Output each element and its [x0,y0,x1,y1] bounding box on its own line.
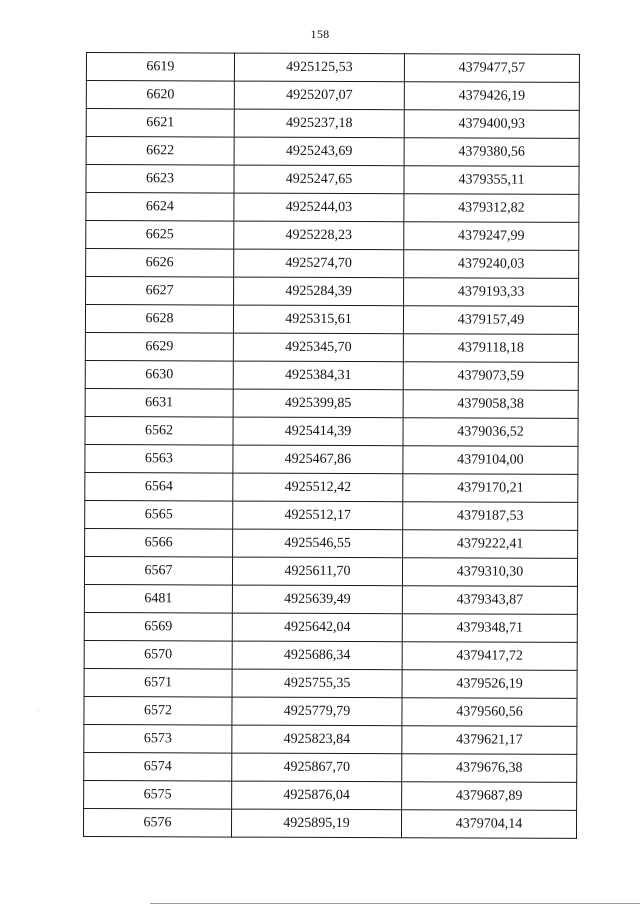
table-row [85,305,578,335]
y-coordinate-cell: 4379355,11 [404,166,579,195]
table-row [83,808,576,838]
coordinates-table [83,52,580,839]
point-number-cell: 6574 [84,752,232,781]
y-coordinate-cell: 4379560,56 [402,698,577,727]
y-coordinate-cell: 4379426,19 [404,82,579,111]
y-coordinate-cell: 4379400,93 [404,110,579,139]
x-coordinate-cell: 4925384,31 [233,361,403,390]
x-coordinate-cell: 4925315,61 [233,305,403,334]
table-row [86,277,579,307]
point-number-cell: 6563 [85,444,233,473]
y-coordinate-cell: 4379193,33 [404,278,579,307]
y-coordinate-cell: 4379343,87 [402,586,577,615]
table-row [85,416,578,446]
point-number-cell: 6572 [84,696,232,725]
point-number-cell: 6575 [84,780,232,809]
x-coordinate-cell: 4925755,35 [232,669,402,698]
y-coordinate-cell: 4379036,52 [403,418,578,447]
table-row [86,81,579,111]
x-coordinate-cell: 4925467,86 [233,445,403,474]
y-coordinate-cell: 4379240,03 [404,250,579,279]
y-coordinate-cell: 4379157,49 [403,306,578,335]
point-number-cell: 6623 [86,165,234,194]
table-row [86,221,579,251]
y-coordinate-cell: 4379247,99 [404,222,579,251]
point-number-cell: 6622 [86,137,234,166]
table-row [84,640,577,670]
y-coordinate-cell: 4379058,38 [403,390,578,419]
x-coordinate-cell: 4925686,34 [232,641,402,670]
point-number-cell: 6629 [85,332,233,361]
table-row [86,249,579,279]
x-coordinate-cell: 4925867,70 [232,753,402,782]
table-row [84,696,577,726]
point-number-cell: 6567 [84,556,232,585]
table-row [84,724,577,754]
y-coordinate-cell: 4379417,72 [402,642,577,671]
point-number-cell: 6619 [86,53,234,82]
point-number-cell: 6566 [85,528,233,557]
x-coordinate-cell: 4925823,84 [232,725,402,754]
x-coordinate-cell: 4925414,39 [233,417,403,446]
point-number-cell: 6571 [84,668,232,697]
x-coordinate-cell: 4925125,53 [234,53,404,82]
point-number-cell: 6562 [85,416,233,445]
y-coordinate-cell: 4379621,17 [402,726,577,755]
point-number-cell: 6630 [85,360,233,389]
y-coordinate-cell: 4379118,18 [403,334,578,363]
x-coordinate-cell: 4925237,18 [234,109,404,138]
table-row [85,472,578,502]
x-coordinate-cell: 4925243,69 [234,137,404,166]
y-coordinate-cell: 4379312,82 [404,194,579,223]
page-bottom-edge [150,903,640,904]
y-coordinate-cell: 4379310,30 [402,558,577,587]
y-coordinate-cell: 4379187,53 [403,502,578,531]
point-number-cell: 6576 [83,808,231,837]
table-row [86,109,579,139]
point-number-cell: 6481 [84,584,232,613]
x-coordinate-cell: 4925244,03 [234,193,404,222]
x-coordinate-cell: 4925546,55 [233,529,403,558]
y-coordinate-cell: 4379222,41 [403,530,578,559]
point-number-cell: 6565 [85,500,233,529]
coordinates-table-body [83,53,579,839]
table-row [84,556,577,586]
table-row [85,528,578,558]
y-coordinate-cell: 4379348,71 [402,614,577,643]
y-coordinate-cell: 4379073,59 [403,362,578,391]
table-row [84,584,577,614]
scan-speck [38,710,39,711]
x-coordinate-cell: 4925284,39 [234,277,404,306]
table-row [84,612,577,642]
y-coordinate-cell: 4379104,00 [403,446,578,475]
table-row [85,500,578,530]
table-row [86,165,579,195]
x-coordinate-cell: 4925876,04 [232,781,402,810]
x-coordinate-cell: 4925399,85 [233,389,403,418]
point-number-cell: 6625 [86,221,234,250]
point-number-cell: 6570 [84,640,232,669]
point-number-cell: 6620 [86,81,234,110]
x-coordinate-cell: 4925512,17 [233,501,403,530]
y-coordinate-cell: 4379526,19 [402,670,577,699]
x-coordinate-cell: 4925895,19 [231,809,401,838]
x-coordinate-cell: 4925345,70 [233,333,403,362]
table-row [86,193,579,223]
y-coordinate-cell: 4379687,89 [402,782,577,811]
table-row [85,444,578,474]
page-number: 158 [310,27,330,41]
y-coordinate-cell: 4379676,38 [402,754,577,783]
table-row [84,752,577,782]
table-row [85,388,578,418]
x-coordinate-cell: 4925611,70 [232,557,402,586]
point-number-cell: 6624 [86,193,234,222]
y-coordinate-cell: 4379170,21 [403,474,578,503]
point-number-cell: 6628 [85,305,233,334]
x-coordinate-cell: 4925247,65 [234,165,404,194]
table-row [86,137,579,167]
point-number-cell: 6564 [85,472,233,501]
point-number-cell: 6626 [86,249,234,278]
x-coordinate-cell: 4925207,07 [234,81,404,110]
table-row [86,53,579,83]
x-coordinate-cell: 4925274,70 [234,249,404,278]
x-coordinate-cell: 4925639,49 [232,585,402,614]
table-row [84,780,577,810]
point-number-cell: 6627 [86,277,234,306]
x-coordinate-cell: 4925512,42 [233,473,403,502]
point-number-cell: 6573 [84,724,232,753]
point-number-cell: 6621 [86,109,234,138]
x-coordinate-cell: 4925228,23 [234,221,404,250]
y-coordinate-cell: 4379380,56 [404,138,579,167]
x-coordinate-cell: 4925642,04 [232,613,402,642]
x-coordinate-cell: 4925779,79 [232,697,402,726]
table-row [85,332,578,362]
point-number-cell: 6631 [85,388,233,417]
y-coordinate-cell: 4379704,14 [401,810,576,839]
table-row [84,668,577,698]
point-number-cell: 6569 [84,612,232,641]
y-coordinate-cell: 4379477,57 [404,54,579,83]
table-row [85,360,578,390]
